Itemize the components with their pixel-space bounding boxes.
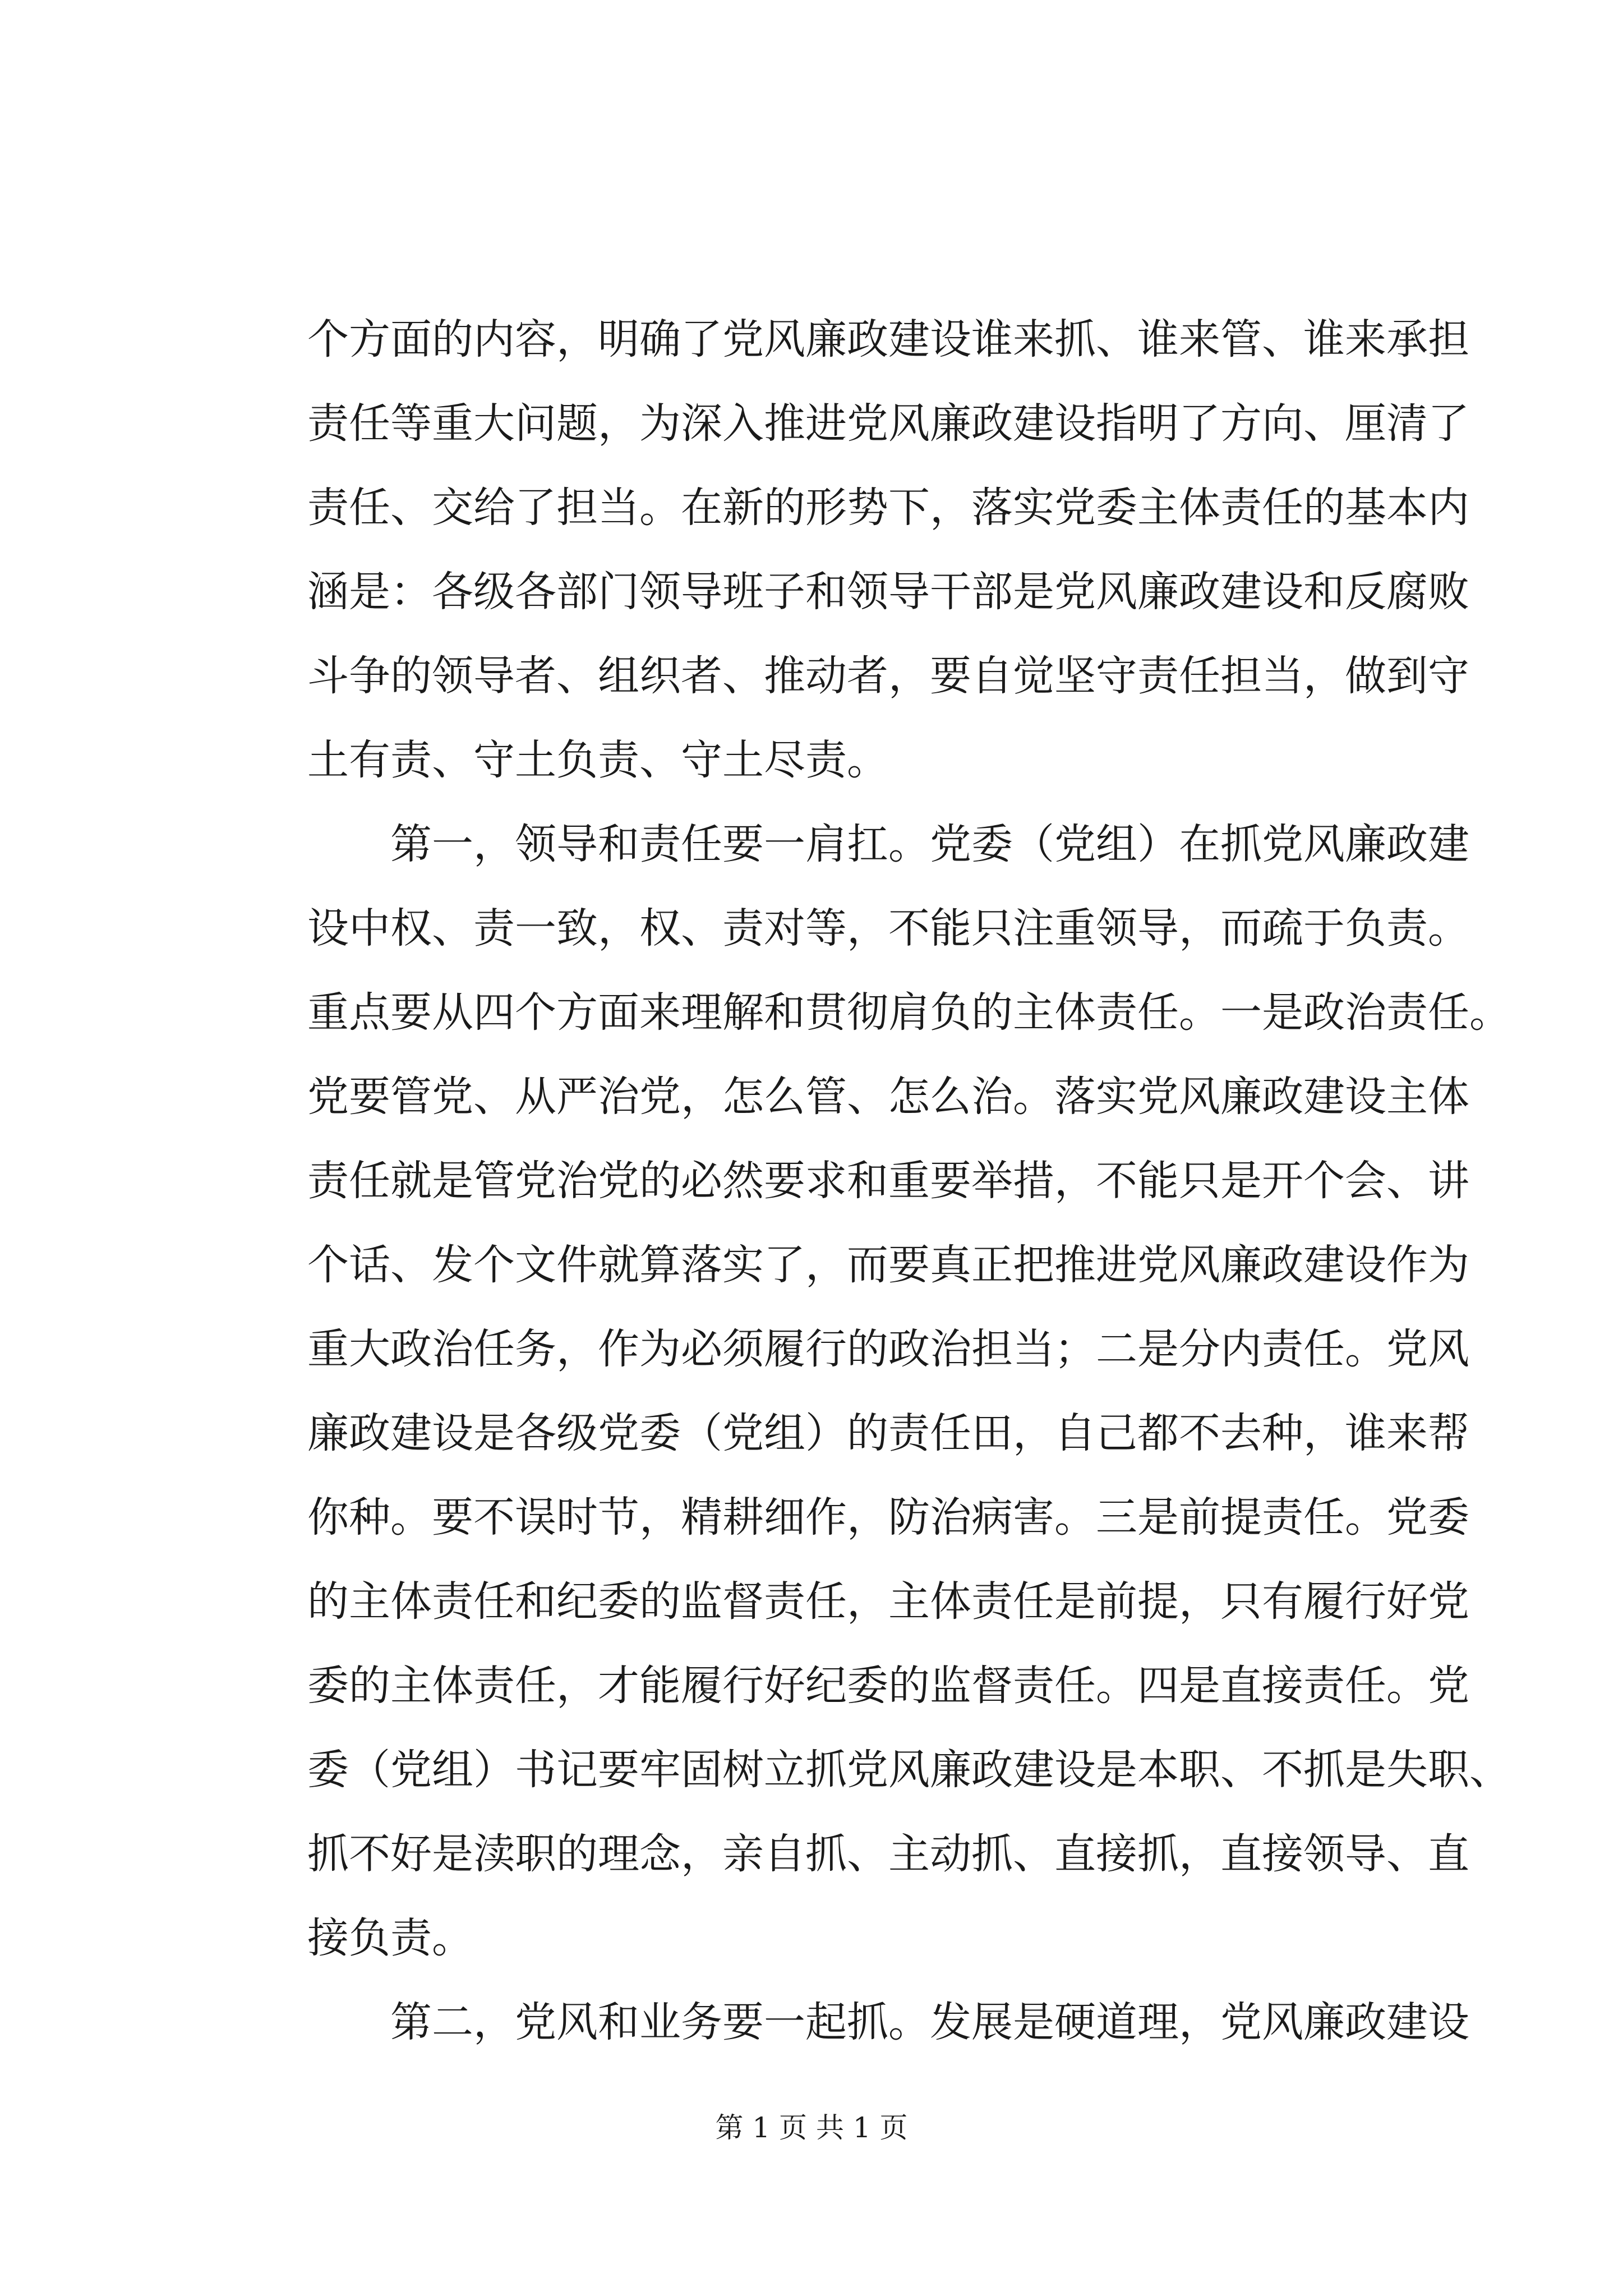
text-line: 责任、交给了担当。在新的形势下，落实党委主体责任的基本内 xyxy=(307,484,1469,532)
text-line: 责任等重大问题，为深入推进党风廉政建设指明了方向、厘清了 xyxy=(307,399,1469,448)
paragraph-3 xyxy=(307,1980,1469,2064)
text-line: 的主体责任和纪委的监督责任，主体责任是前提，只有履行好党 xyxy=(307,1577,1469,1626)
text-line: 斗争的领导者、组织者、推动者，要自觉坚守责任担当，做到守 xyxy=(307,652,1469,700)
text-line: 涵是：各级各部门领导班子和领导干部是党风廉政建设和反腐败 xyxy=(307,568,1469,616)
text-line: 委的主体责任，才能履行好纪委的监督责任。四是直接责任。党 xyxy=(307,1662,1469,1710)
text-line: 重大政治任务，作为必须履行的政治担当；二是分内责任。党风 xyxy=(307,1325,1469,1373)
document-body xyxy=(307,297,1511,2064)
text-line: 第二，党风和业务要一起抓。发展是硬道理，党风廉政建设 xyxy=(307,1998,1469,2046)
text-line: 土有责、守土负责、守土尽责。 xyxy=(307,736,888,784)
paragraph-1 xyxy=(307,297,1469,802)
text-line: 接负责。 xyxy=(307,1914,473,1962)
text-line: 委（党组）书记要牢固树立抓党风廉政建设是本职、不抓是失职、 xyxy=(307,1746,1511,1794)
text-line: 党要管党、从严治党，怎么管、怎么治。落实党风廉政建设主体 xyxy=(307,1073,1469,1121)
text-line: 设中权、责一致，权、责对等，不能只注重领导，而疏于负责。 xyxy=(307,904,1469,953)
text-line: 廉政建设是各级党委（党组）的责任田，自己都不去种，谁来帮 xyxy=(307,1409,1469,1457)
paragraph-2 xyxy=(307,802,1511,1980)
page-number: 第 1 页 共 1 页 xyxy=(715,2111,908,2144)
text-line: 重点要从四个方面来理解和贯彻肩负的主体责任。一是政治责任。 xyxy=(307,988,1511,1037)
text-line: 责任就是管党治党的必然要求和重要举措，不能只是开个会、讲 xyxy=(307,1157,1469,1205)
text-line: 个话、发个文件就算落实了，而要真正把推进党风廉政建设作为 xyxy=(307,1241,1469,1289)
text-line: 你种。要不误时节，精耕细作，防治病害。三是前提责任。党委 xyxy=(307,1493,1469,1542)
text-line: 个方面的内容，明确了党风廉政建设谁来抓、谁来管、谁来承担 xyxy=(307,315,1469,364)
page-footer xyxy=(0,2108,1623,2147)
text-line: 抓不好是渎职的理念，亲自抓、主动抓、直接抓，直接领导、直 xyxy=(307,1830,1469,1878)
text-line: 第一，领导和责任要一肩扛。党委（党组）在抓党风廉政建 xyxy=(307,820,1469,868)
